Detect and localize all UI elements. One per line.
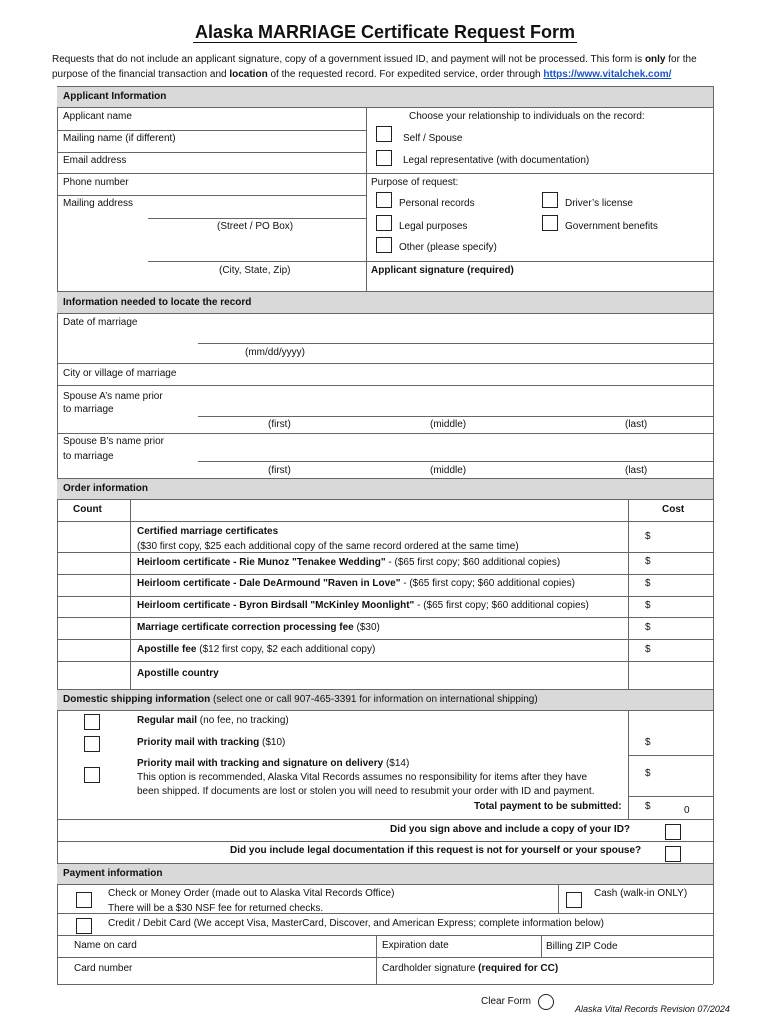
spouse-a-name-line[interactable]: [198, 416, 713, 417]
drivers-license-checkbox[interactable]: [542, 192, 558, 208]
order-item-apostille: Apostille fee ($12 first copy, $2 each additional copy): [137, 644, 376, 655]
legal-doc-checkbox[interactable]: [665, 846, 681, 862]
card-number-field[interactable]: Card number: [74, 963, 133, 974]
page-title: Alaska MARRIAGE Certificate Request Form: [194, 22, 576, 42]
priority-mail-checkbox[interactable]: [84, 736, 100, 752]
name-on-card-field[interactable]: Name on card: [74, 940, 137, 951]
cost-dollar[interactable]: $: [645, 737, 651, 748]
priority-mail-label: Priority mail with tracking ($10): [137, 737, 286, 748]
credit-card-checkbox[interactable]: [76, 918, 92, 934]
self-spouse-label: Self / Spouse: [403, 133, 463, 144]
cost-dollar[interactable]: $: [645, 600, 651, 611]
vitalchek-link[interactable]: https://www.vitalchek.com/: [543, 69, 672, 80]
legal-rep-checkbox[interactable]: [376, 150, 392, 166]
other-purpose-label: Other (please specify): [399, 242, 497, 253]
legal-purposes-checkbox[interactable]: [376, 215, 392, 231]
cost-dollar[interactable]: $: [645, 578, 651, 589]
spouse-a-label-2: to marriage: [63, 404, 114, 415]
purpose-prompt: Purpose of request:: [371, 177, 459, 188]
cash-label: Cash (walk-in ONLY): [594, 888, 688, 899]
total-payment-label: Total payment to be submitted:: [474, 801, 622, 812]
id-confirm-checkbox[interactable]: [665, 824, 681, 840]
legal-doc-question: Did you include legal documentation if this request is not for yourself or your spouse?: [230, 845, 642, 856]
regular-mail-checkbox[interactable]: [84, 714, 100, 730]
order-item-certified: Certified marriage certificates: [137, 526, 279, 537]
applicant-signature-field[interactable]: Applicant signature (required): [371, 265, 514, 276]
middle-hint: (middle): [430, 465, 467, 476]
date-format-hint: (mm/dd/yyyy): [245, 347, 305, 358]
cost-dollar[interactable]: $: [645, 531, 651, 542]
cost-dollar[interactable]: $: [645, 768, 651, 779]
city-hint: (City, State, Zip): [219, 265, 291, 276]
clear-form-label: Clear Form: [481, 996, 532, 1007]
payment-section-header: Payment information: [57, 863, 713, 885]
order-item-correction: Marriage certificate correction processing fee ($30): [137, 622, 380, 633]
legal-purposes-label: Legal purposes: [399, 221, 468, 232]
check-money-order-checkbox[interactable]: [76, 892, 92, 908]
applicant-section-header: Applicant Information: [57, 86, 713, 108]
priority-signature-note: This option is recommended, Alaska Vital Records assumes no responsibility for items after they have: [137, 772, 588, 783]
cardholder-signature-field[interactable]: Cardholder signature (required for CC): [382, 963, 559, 974]
locate-section-header: Information needed to locate the record: [57, 291, 713, 314]
billing-zip-field[interactable]: Billing ZIP Code: [546, 941, 618, 952]
last-hint: (last): [625, 465, 648, 476]
other-purpose-checkbox[interactable]: [376, 237, 392, 253]
government-benefits-label: Government benefits: [565, 221, 658, 232]
legal-rep-label: Legal representative (with documentation): [403, 155, 590, 166]
applicant-name-field[interactable]: Applicant name: [63, 111, 132, 122]
cost-dollar[interactable]: $: [645, 622, 651, 633]
cost-dollar[interactable]: $: [645, 556, 651, 567]
cost-dollar[interactable]: $: [645, 644, 651, 655]
revision-note: Alaska Vital Records Revision 07/2024: [575, 1004, 730, 1014]
relationship-prompt: Choose your relationship to individuals on the record:: [409, 111, 645, 122]
priority-signature-note-2: been shipped. If documents are lost or stolen you will need to resubmit your order with ID and payment.: [137, 786, 595, 797]
spouse-a-label: Spouse A’s name prior: [63, 391, 163, 402]
marriage-date-field[interactable]: Date of marriage: [63, 317, 138, 328]
middle-hint: (middle): [430, 419, 467, 430]
cost-dollar: $: [645, 801, 651, 812]
order-item-raven: Heirloom certificate - Dale DeArmound "Raven in Love" - ($65 first copy; $60 additional copies): [137, 578, 575, 589]
last-hint: (last): [625, 419, 648, 430]
mailing-address-field[interactable]: Mailing address: [63, 198, 134, 209]
nsf-fee-note: There will be a $30 NSF fee for returned checks.: [108, 903, 324, 914]
intro-text: Requests that do not include an applicant signature, copy of a government issued ID, and payment will not be processed. This form is only for the purpose of the financial transaction and location of the requested record. For expedited service, order through https://www.vitalchek.com/: [52, 54, 697, 80]
priority-signature-checkbox[interactable]: [84, 767, 100, 783]
regular-mail-label: Regular mail (no fee, no tracking): [137, 715, 289, 726]
id-question: Did you sign above and include a copy of your ID?: [390, 824, 631, 835]
personal-records-label: Personal records: [399, 198, 475, 209]
shipping-section-header: Domestic shipping information (select one or call 907-465-3391 for information on international shipping): [57, 689, 713, 711]
apostille-country-field[interactable]: Apostille country: [137, 668, 219, 679]
first-hint: (first): [268, 465, 291, 476]
count-column-header: Count: [73, 504, 102, 515]
spouse-b-label-2: to marriage: [63, 451, 114, 462]
cash-checkbox[interactable]: [566, 892, 582, 908]
order-item-tenakee: Heirloom certificate - Rie Munoz "Tenakee Wedding" - ($65 first copy; $60 additional copies): [137, 557, 561, 568]
mailing-name-field[interactable]: Mailing name (if different): [63, 133, 176, 144]
spouse-b-name-line[interactable]: [198, 461, 713, 462]
order-section-header: Order information: [57, 478, 713, 500]
clear-form-button[interactable]: [538, 994, 554, 1010]
total-payment-value: 0: [684, 805, 690, 816]
cost-column-header: Cost: [662, 504, 685, 515]
self-spouse-checkbox[interactable]: [376, 126, 392, 142]
credit-card-label: Credit / Debit Card (We accept Visa, MasterCard, Discover, and American Express; complete information below): [108, 918, 604, 929]
order-item-mckinley: Heirloom certificate - Byron Birdsall "McKinley Moonlight" - ($65 first copy; $60 additional copies): [137, 600, 589, 611]
marriage-city-field[interactable]: City or village of marriage: [63, 368, 177, 379]
government-benefits-checkbox[interactable]: [542, 215, 558, 231]
order-item-certified-detail: ($30 first copy, $25 each additional copy of the same record ordered at the same time): [137, 541, 519, 552]
first-hint: (first): [268, 419, 291, 430]
email-field[interactable]: Email address: [63, 155, 127, 166]
street-hint: (Street / PO Box): [217, 221, 294, 232]
spouse-b-label: Spouse B’s name prior: [63, 436, 164, 447]
expiration-date-field[interactable]: Expiration date: [382, 940, 449, 951]
check-money-order-label: Check or Money Order (made out to Alaska Vital Records Office): [108, 888, 395, 899]
drivers-license-label: Driver’s license: [565, 198, 633, 209]
priority-signature-label: Priority mail with tracking and signature on delivery ($14): [137, 758, 410, 769]
personal-records-checkbox[interactable]: [376, 192, 392, 208]
phone-field[interactable]: Phone number: [63, 177, 129, 188]
